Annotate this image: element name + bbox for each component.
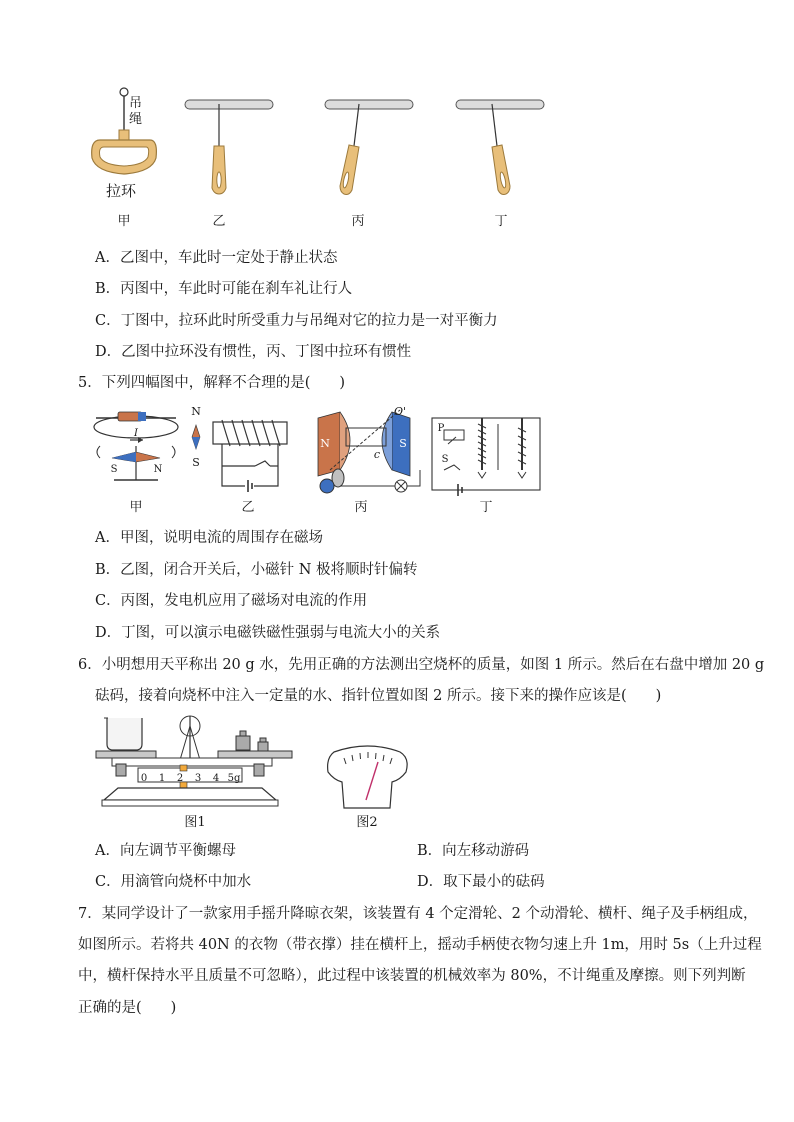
q6-caption-fig1: 图1 bbox=[184, 815, 206, 830]
q5-label-compass-n: N bbox=[153, 464, 163, 475]
q5-caption-yi: 乙 bbox=[241, 500, 255, 515]
q5-label-magnet-n: N bbox=[320, 437, 330, 450]
caption-yi: 乙 bbox=[212, 214, 226, 229]
scale-tick-5g: 5g bbox=[227, 773, 241, 784]
q5-label-s: S bbox=[441, 454, 449, 465]
q5-label-current: I bbox=[134, 428, 138, 439]
strap-label-2: 绳 bbox=[129, 112, 143, 127]
q6-option-a: A．向左调节平衡螺母 bbox=[95, 843, 236, 859]
q7-line1: 7．某同学设计了一款家用手摇升降晾衣架，该装置有 4 个定滑轮、2 个动滑轮、横杆、绳子及手柄组成， bbox=[78, 906, 758, 922]
balance-figure bbox=[96, 716, 292, 806]
q6-stem-line2: 砝码，接着向烧杯中注入一定量的水、指针位置如图 2 所示。接下来的操作应该是( ) bbox=[95, 688, 662, 704]
q5-stem: 5．下列四幅图中，解释不合理的是( ) bbox=[78, 375, 346, 391]
scale-tick-2: 2 bbox=[176, 773, 184, 784]
q5-option-a: A．甲图，说明电流的周围存在磁场 bbox=[95, 530, 323, 546]
q7-line2: 如图所示。若将共 40N 的衣物（带衣撑）挂在横杆上，摇动手柄使衣物匀速上升 1m，用时 5s（上升过程 bbox=[78, 937, 762, 953]
q4-option-d: D．乙图中拉环没有惯性，丙、丁图中拉环有惯性 bbox=[95, 344, 412, 360]
q5-label-n-top: N bbox=[191, 405, 201, 418]
q4-option-c: C．丁图中，拉环此时所受重力与吊绳对它的拉力是一对平衡力 bbox=[95, 313, 498, 329]
q5-caption-ding: 丁 bbox=[479, 500, 493, 515]
q5-option-c: C．丙图，发电机应用了磁场对电流的作用 bbox=[95, 593, 368, 609]
q5-option-d: D．丁图，可以演示电磁铁磁性强弱与电流大小的关系 bbox=[95, 625, 441, 641]
q5-option-b: B．乙图，闭合开关后，小磁针 N 极将顺时针偏转 bbox=[95, 562, 418, 578]
caption-bing: 丙 bbox=[351, 214, 365, 229]
q4-option-a: A．乙图中，车此时一定处于静止状态 bbox=[95, 250, 338, 266]
q5-label-s-top: S bbox=[192, 456, 200, 469]
q6-caption-fig2: 图2 bbox=[356, 815, 378, 830]
q7-line4: 正确的是( ) bbox=[78, 1000, 177, 1016]
q5-label-p: P bbox=[437, 423, 445, 434]
q6-stem-line1: 6．小明想用天平称出 20 g 水，先用正确的方法测出空烧杯的质量，如图 1 所示。然后在右盘中增加 20 g bbox=[78, 657, 765, 673]
pointer-gauge-figure bbox=[328, 746, 408, 808]
scale-tick-0: 0 bbox=[140, 773, 148, 784]
strap-label-1: 吊 bbox=[129, 96, 143, 111]
caption-ding: 丁 bbox=[494, 214, 508, 229]
q5-caption-bing: 丙 bbox=[354, 500, 368, 515]
q5-label-magnet-s: S bbox=[399, 437, 407, 450]
q6-option-c: C．用滴管向烧杯中加水 bbox=[95, 874, 252, 890]
q5-label-compass-s: S bbox=[110, 464, 118, 475]
q6-option-b: B．向左移动游码 bbox=[417, 843, 530, 859]
ring-label: 拉环 bbox=[106, 182, 137, 200]
caption-jia: 甲 bbox=[117, 214, 131, 229]
q5-label-axis: O' bbox=[393, 405, 407, 418]
scale-tick-1: 1 bbox=[158, 773, 166, 784]
q6-option-d: D．取下最小的砝码 bbox=[417, 874, 545, 890]
q4-option-b: B．丙图中，车此时可能在刹车礼让行人 bbox=[95, 281, 353, 297]
q5-caption-jia: 甲 bbox=[129, 500, 143, 515]
q7-line3: 中，横杆保持水平且质量不可忽略），此过程中该装置的机械效率为 80%，不计绳重及摩擦。则下列判断 bbox=[78, 968, 746, 984]
scale-tick-4: 4 bbox=[212, 773, 220, 784]
scale-tick-3: 3 bbox=[194, 773, 202, 784]
q5-label-coil: c bbox=[373, 448, 381, 461]
